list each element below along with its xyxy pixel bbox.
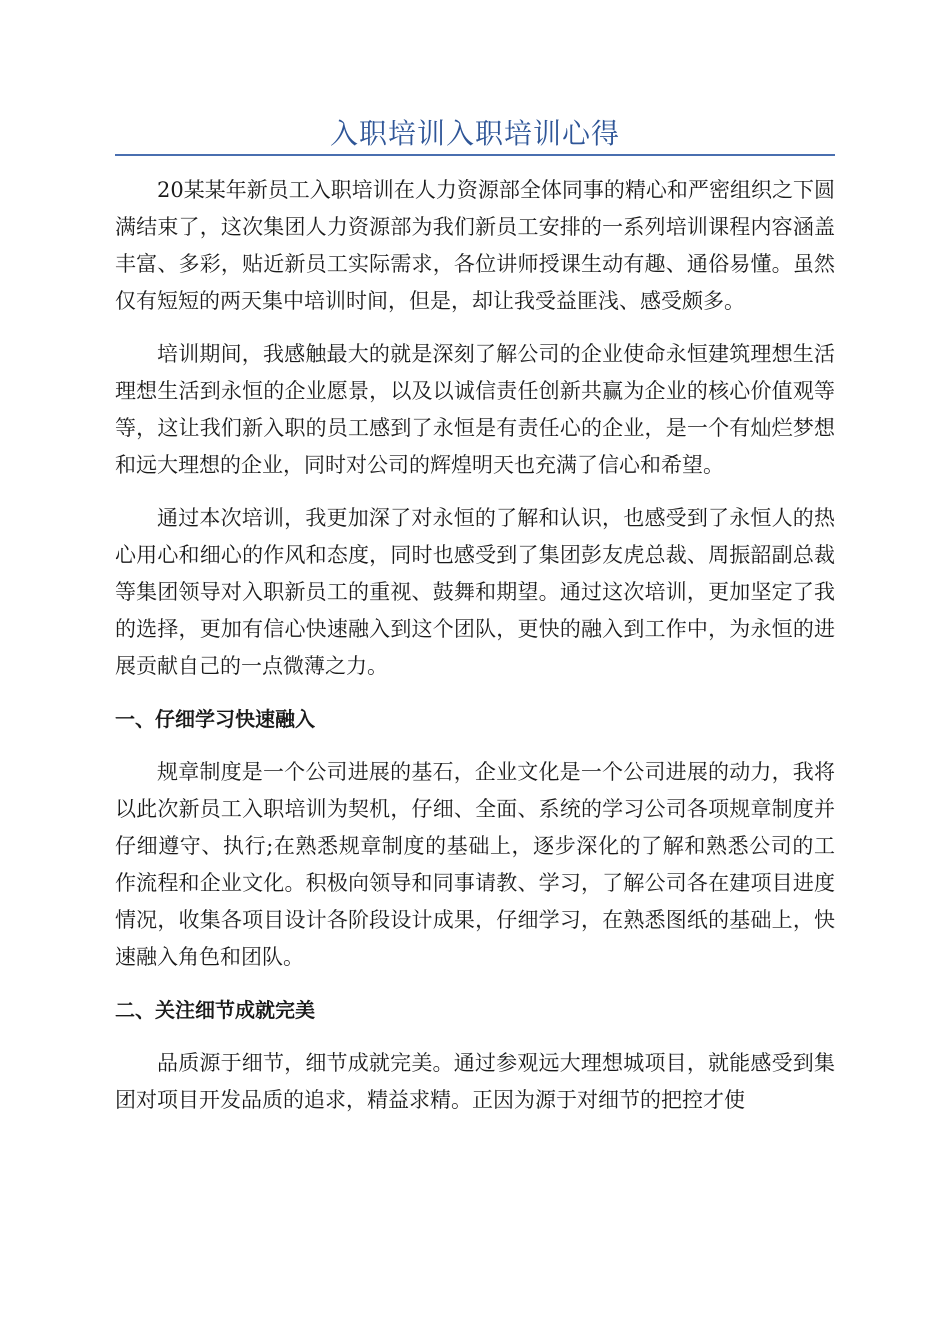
section-heading-1: 一、仔细学习快速融入 (115, 707, 315, 731)
paragraph-deepened-understanding: 通过本次培训，我更加深了对永恒的了解和认识，也感受到了永恒人的热心用心和细心的作风和态度，同时也感受到了集团彭友虎总裁、周振韶副总裁等集团领导对入职新员工的重视、鼓舞和期望。通过这次培训，更加坚定了我的选择，更加有信心快速融入到这个团队，更快的融入到工作中，为永恒的进展贡献自己的一点微薄之力。 (115, 506, 835, 678)
paragraph-intro: 20某某年新员工入职培训在人力资源部全体同事的精心和严密组织之下圆满结束了，这次集团人力资源部为我们新员工安排的一系列培训课程内容涵盖丰富、多彩，贴近新员工实际需求，各位讲师授课生动有趣、通俗易懂。虽然仅有短短的两天集中培训时间，但是，却让我受益匪浅、感受颇多。 (115, 178, 835, 313)
section-heading-2: 二、关注细节成就完美 (115, 998, 315, 1022)
paragraph-training-period: 培训期间，我感触最大的就是深刻了解公司的企业使命永恒建筑理想生活理想生活到永恒的企业愿景，以及以诚信责任创新共赢为企业的核心价值观等等，这让我们新入职的员工感到了永恒是有责任心的企业，是一个有灿烂梦想和远大理想的企业，同时对公司的辉煌明天也充满了信心和希望。 (115, 342, 835, 477)
paragraph-section-2: 品质源于细节，细节成就完美。通过参观远大理想城项目，就能感受到集团对项目开发品质的追求，精益求精。正因为源于对细节的把控才使 (115, 1051, 835, 1112)
paragraph-section-1: 规章制度是一个公司进展的基石，企业文化是一个公司进展的动力，我将以此次新员工入职培训为契机，仔细、全面、系统的学习公司各项规章制度并仔细遵守、执行;在熟悉规章制度的基础上，逐步深化的了解和熟悉公司的工作流程和企业文化。积极向领导和同事请教、学习，了解公司各在建项目进度情况，收集各项目设计各阶段设计成果，仔细学习，在熟悉图纸的基础上，快速融入角色和团队。 (115, 760, 835, 969)
document-body (115, 172, 835, 1135)
title-underline (115, 154, 835, 156)
document-title: 入职培训入职培训心得 (329, 117, 620, 150)
